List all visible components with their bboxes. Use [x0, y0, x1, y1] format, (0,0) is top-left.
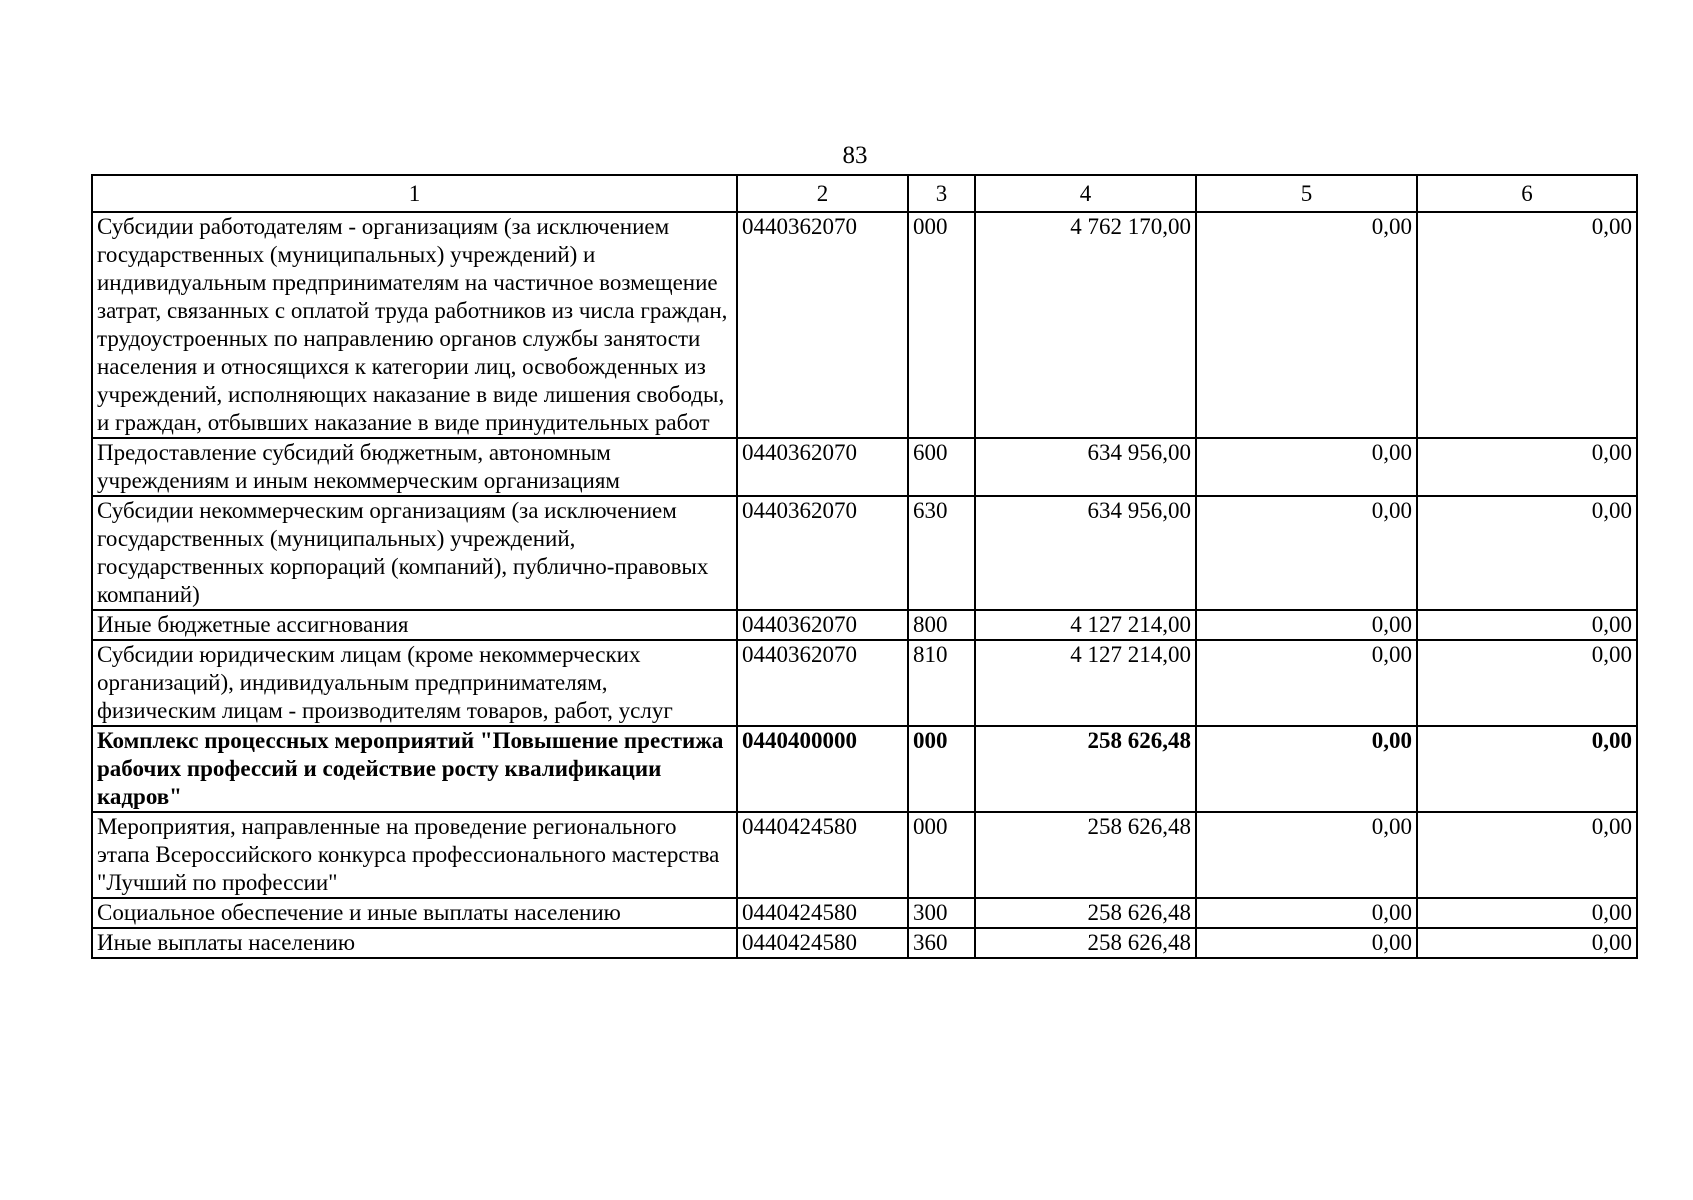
page-number: 83 [842, 142, 868, 169]
row-code-cell: 0440362070 [737, 640, 908, 726]
table-row [92, 610, 1637, 640]
column-header-3: 3 [908, 175, 975, 212]
row-amount-col6-cell: 0,00 [1417, 610, 1637, 640]
row-code-cell: 0440362070 [737, 610, 908, 640]
row-code-cell: 0440362070 [737, 212, 908, 438]
row-name-cell: Предоставление субсидий бюджетным, автономным учреждениям и иным некоммерческим организациям [92, 438, 737, 496]
row-amount-col5-cell: 0,00 [1196, 898, 1417, 928]
row-amount-col6-cell: 0,00 [1417, 898, 1637, 928]
row-amount-col6-cell: 0,00 [1417, 726, 1637, 812]
table-row [92, 812, 1637, 898]
row-amount-col5-cell: 0,00 [1196, 610, 1417, 640]
row-amount-col5-cell: 0,00 [1196, 928, 1417, 958]
table-row [92, 928, 1637, 958]
row-code-cell: 0440424580 [737, 928, 908, 958]
row-expense-type-cell: 000 [908, 812, 975, 898]
table-row [92, 496, 1637, 610]
row-amount-col4-cell: 634 956,00 [975, 496, 1196, 610]
row-code-cell: 0440362070 [737, 438, 908, 496]
row-expense-type-cell: 360 [908, 928, 975, 958]
row-amount-col5-cell: 0,00 [1196, 496, 1417, 610]
row-amount-col4-cell: 258 626,48 [975, 812, 1196, 898]
table-row [92, 212, 1637, 438]
table-row [92, 438, 1637, 496]
table-header-row [92, 175, 1637, 212]
row-amount-col6-cell: 0,00 [1417, 212, 1637, 438]
row-expense-type-cell: 000 [908, 212, 975, 438]
row-name-cell: Комплекс процессных мероприятий "Повышение престижа рабочих профессий и содействие росту квалификации кадров" [92, 726, 737, 812]
row-amount-col4-cell: 4 762 170,00 [975, 212, 1196, 438]
row-expense-type-cell: 810 [908, 640, 975, 726]
row-amount-col4-cell: 258 626,48 [975, 898, 1196, 928]
row-amount-col6-cell: 0,00 [1417, 496, 1637, 610]
row-amount-col4-cell: 634 956,00 [975, 438, 1196, 496]
row-expense-type-cell: 800 [908, 610, 975, 640]
row-amount-col4-cell: 258 626,48 [975, 726, 1196, 812]
row-name-cell: Мероприятия, направленные на проведение регионального этапа Всероссийского конкурса профессионального мастерства "Лучший по профессии" [92, 812, 737, 898]
row-code-cell: 0440424580 [737, 898, 908, 928]
row-name-cell: Социальное обеспечение и иные выплаты населению [92, 898, 737, 928]
row-code-cell: 0440362070 [737, 496, 908, 610]
budget-table [91, 174, 1638, 959]
column-header-4: 4 [975, 175, 1196, 212]
row-amount-col6-cell: 0,00 [1417, 640, 1637, 726]
row-name-cell: Иные выплаты населению [92, 928, 737, 958]
row-name-cell: Субсидии юридическим лицам (кроме некоммерческих организаций), индивидуальным предпринимателям, физическим лицам - производителям товаров, работ, услуг [92, 640, 737, 726]
row-expense-type-cell: 300 [908, 898, 975, 928]
row-name-cell: Субсидии некоммерческим организациям (за исключением государственных (муниципальных) учреждений, государственных корпораций (компаний), публично-правовых компаний) [92, 496, 737, 610]
table-row [92, 640, 1637, 726]
row-amount-col4-cell: 4 127 214,00 [975, 640, 1196, 726]
table-body [92, 212, 1637, 958]
row-code-cell: 0440424580 [737, 812, 908, 898]
row-amount-col6-cell: 0,00 [1417, 438, 1637, 496]
row-amount-col4-cell: 4 127 214,00 [975, 610, 1196, 640]
row-amount-col4-cell: 258 626,48 [975, 928, 1196, 958]
column-header-6: 6 [1417, 175, 1637, 212]
row-name-cell: Иные бюджетные ассигнования [92, 610, 737, 640]
row-amount-col5-cell: 0,00 [1196, 212, 1417, 438]
table-row [92, 726, 1637, 812]
row-expense-type-cell: 630 [908, 496, 975, 610]
row-amount-col5-cell: 0,00 [1196, 726, 1417, 812]
row-code-cell: 0440400000 [737, 726, 908, 812]
row-amount-col5-cell: 0,00 [1196, 438, 1417, 496]
row-amount-col5-cell: 0,00 [1196, 812, 1417, 898]
table-row [92, 898, 1637, 928]
row-amount-col5-cell: 0,00 [1196, 640, 1417, 726]
column-header-5: 5 [1196, 175, 1417, 212]
row-amount-col6-cell: 0,00 [1417, 928, 1637, 958]
row-amount-col6-cell: 0,00 [1417, 812, 1637, 898]
row-expense-type-cell: 000 [908, 726, 975, 812]
row-expense-type-cell: 600 [908, 438, 975, 496]
row-name-cell: Субсидии работодателям - организациям (за исключением государственных (муниципальных) учреждений) и индивидуальным предпринимателям на частичное возмещение затрат, связанных с оплатой труда работников из числа граждан, трудоустроенных по направлению органов службы занятости населения и относящихся к категории лиц, освобожденных из учреждений, исполняющих наказание в виде лишения свободы, и граждан, отбывших наказание в виде принудительных работ [92, 212, 737, 438]
column-header-2: 2 [737, 175, 908, 212]
column-header-1: 1 [92, 175, 737, 212]
